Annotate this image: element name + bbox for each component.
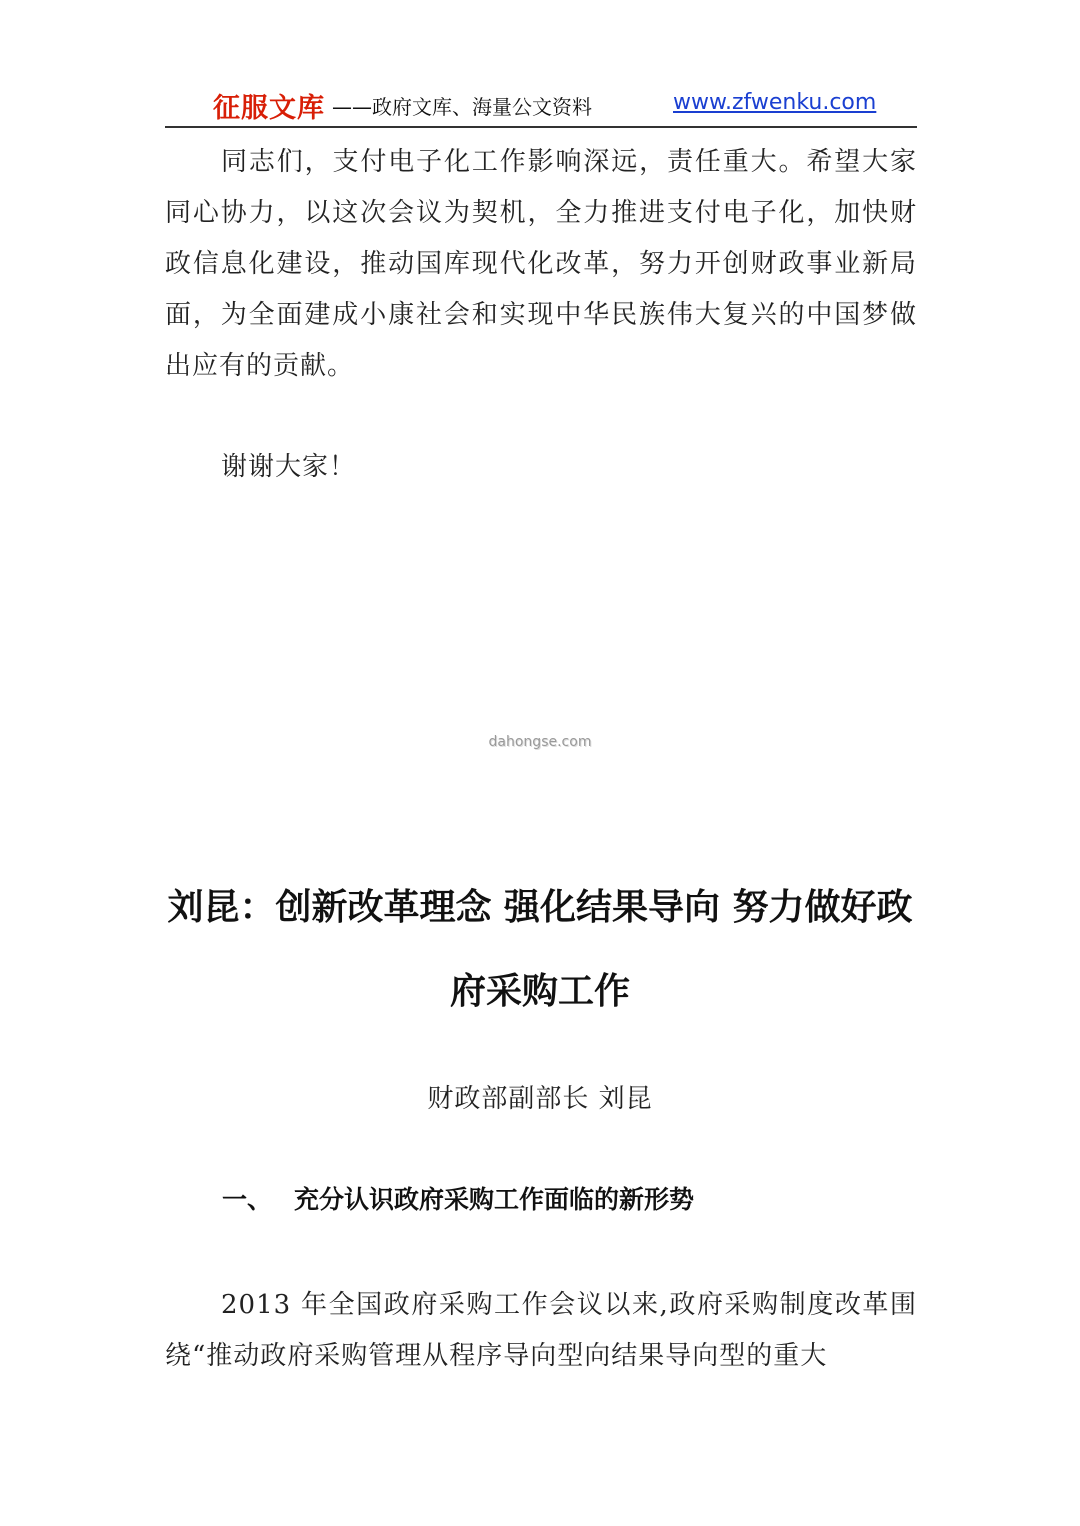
header-tagline: ——政府文库、海量公文资料 [332,95,592,119]
site-url-link[interactable]: www.zfwenku.com [673,90,877,115]
section-heading-text: 充分认识政府采购工作面临的新形势 [294,1185,695,1214]
closing-paragraph: 同志们，支付电子化工作影响深远，责任重大。希望大家同心协力，以这次会议为契机，全力推进支付电子化，加快财政信息化建设，推动国库现代化改革，努力开创财政事业新局面，为全面建成小康社会和实现中华民族伟大复兴的中国梦做出应有的贡献。 [165,147,917,381]
section-heading [222,1180,694,1216]
thanks-paragraph: 谢谢大家！ [221,452,357,482]
brand-logo-text: 征服文库 [213,93,325,124]
article-title: 刘昆：创新改革理念 强化结果导向 努力做好政府采购工作 [167,887,913,1012]
section-number: 一、 [222,1185,273,1214]
article-author: 财政部副部长 刘昆 [427,1084,653,1114]
watermark: dahongse.com [488,734,592,750]
body-paragraph: 2013 年全国政府采购工作会议以来,政府采购制度改革围绕“推动政府采购管理从程序导向型向结果导向型的重大 [165,1290,917,1371]
page-header [165,82,917,128]
